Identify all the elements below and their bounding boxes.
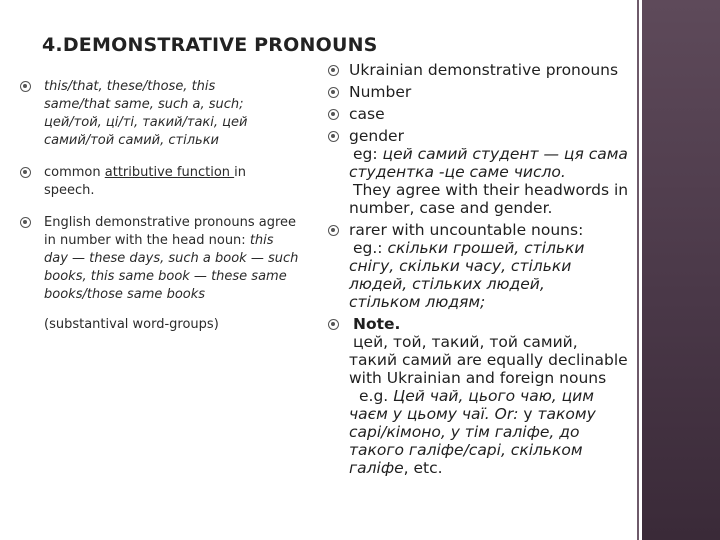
example-line: галіфе, etc. bbox=[349, 459, 443, 477]
example-line: They agree with their headwords in bbox=[353, 181, 629, 199]
left-column bbox=[20, 78, 320, 348]
list-item: rarer with uncountable nouns: eg.: скільки грошей, стільки снігу, скільки часу, стільки людей, стільких людей, стільком людям; bbox=[328, 221, 646, 311]
bullet-icon bbox=[328, 225, 339, 236]
list-item: Note. цей, той, такий, той самий, такий самий are equally declinable with Ukrainian and foreign nouns e.g. Цей чай, цього чаю, цим чаєм у цьому чаї. Or: у такому сарі/кімоно, у тім галіфе, до такого галіфе/сарі, скільком галіфе, etc. bbox=[328, 315, 646, 477]
page-title: 4.DEMONSTRATIVE PRONOUNS bbox=[42, 34, 378, 56]
example-line: number, case and gender. bbox=[349, 199, 553, 217]
item-line: day — these days, such a book — such bbox=[44, 251, 299, 266]
example-line: такого галіфе/сарі, скільком bbox=[349, 441, 583, 459]
underlined-term: attributive function bbox=[104, 165, 235, 180]
item-line: English demonstrative pronouns agree bbox=[44, 215, 297, 230]
example-line: людей, стільких людей, bbox=[349, 275, 545, 293]
item-line: самий/той самий, стільки bbox=[44, 133, 219, 148]
bullet-icon bbox=[328, 87, 339, 98]
decorative-side-bar bbox=[642, 0, 720, 540]
item-line: цей/той, ці/ті, такий/такі, цей bbox=[44, 115, 248, 130]
right-column bbox=[328, 61, 646, 481]
bullet-icon bbox=[328, 65, 339, 76]
example-line: eg.: скільки грошей, стільки bbox=[353, 239, 585, 257]
item-line: speech. bbox=[44, 183, 95, 198]
item-line: in number with the head noun: this bbox=[44, 233, 274, 248]
example-line: чаєм у цьому чаї. Or: у такому bbox=[349, 405, 596, 423]
list-item bbox=[20, 164, 320, 200]
list-item bbox=[20, 214, 320, 304]
example-line: такий самий are equally declinable bbox=[349, 351, 628, 369]
list-item: Number bbox=[328, 83, 646, 101]
bullet-icon bbox=[328, 319, 339, 330]
item-line: same/that same, such a, such; bbox=[44, 97, 244, 112]
list-item bbox=[20, 316, 320, 334]
item-line: this/that, these/those, this bbox=[44, 79, 216, 94]
bullet-icon bbox=[20, 167, 31, 178]
bullet-icon bbox=[20, 217, 31, 228]
list-item: Ukrainian demonstrative pronouns bbox=[328, 61, 646, 79]
example-line: сарі/кімоно, у тім галіфе, до bbox=[349, 423, 580, 441]
example-line: with Ukrainian and foreign nouns bbox=[349, 369, 607, 387]
list-item: gender eg: цей самий студент — ця сама студентка -це саме число. They agree with their headwords in number, case and gender. bbox=[328, 127, 646, 217]
bullet-icon bbox=[20, 81, 31, 92]
example-line: eg: цей самий студент — ця сама bbox=[353, 145, 628, 163]
example-line: цей, той, такий, той самий, bbox=[353, 333, 578, 351]
example-line: стільком людям; bbox=[349, 293, 486, 311]
bullet-icon bbox=[328, 131, 339, 142]
list-item: case bbox=[328, 105, 646, 123]
item-line: common attributive function in bbox=[44, 165, 247, 180]
item-line: (substantival word-groups) bbox=[44, 317, 219, 332]
item-line: books/those same books bbox=[44, 287, 206, 302]
list-item bbox=[20, 78, 320, 150]
example-line: снігу, скільки часу, стільки bbox=[349, 257, 572, 275]
bullet-icon bbox=[328, 109, 339, 120]
example-line: e.g. Цей чай, цього чаю, цим bbox=[359, 387, 594, 405]
item-line: books, this same book — these same bbox=[44, 269, 287, 284]
example-line: студентка -це саме число. bbox=[349, 163, 566, 181]
